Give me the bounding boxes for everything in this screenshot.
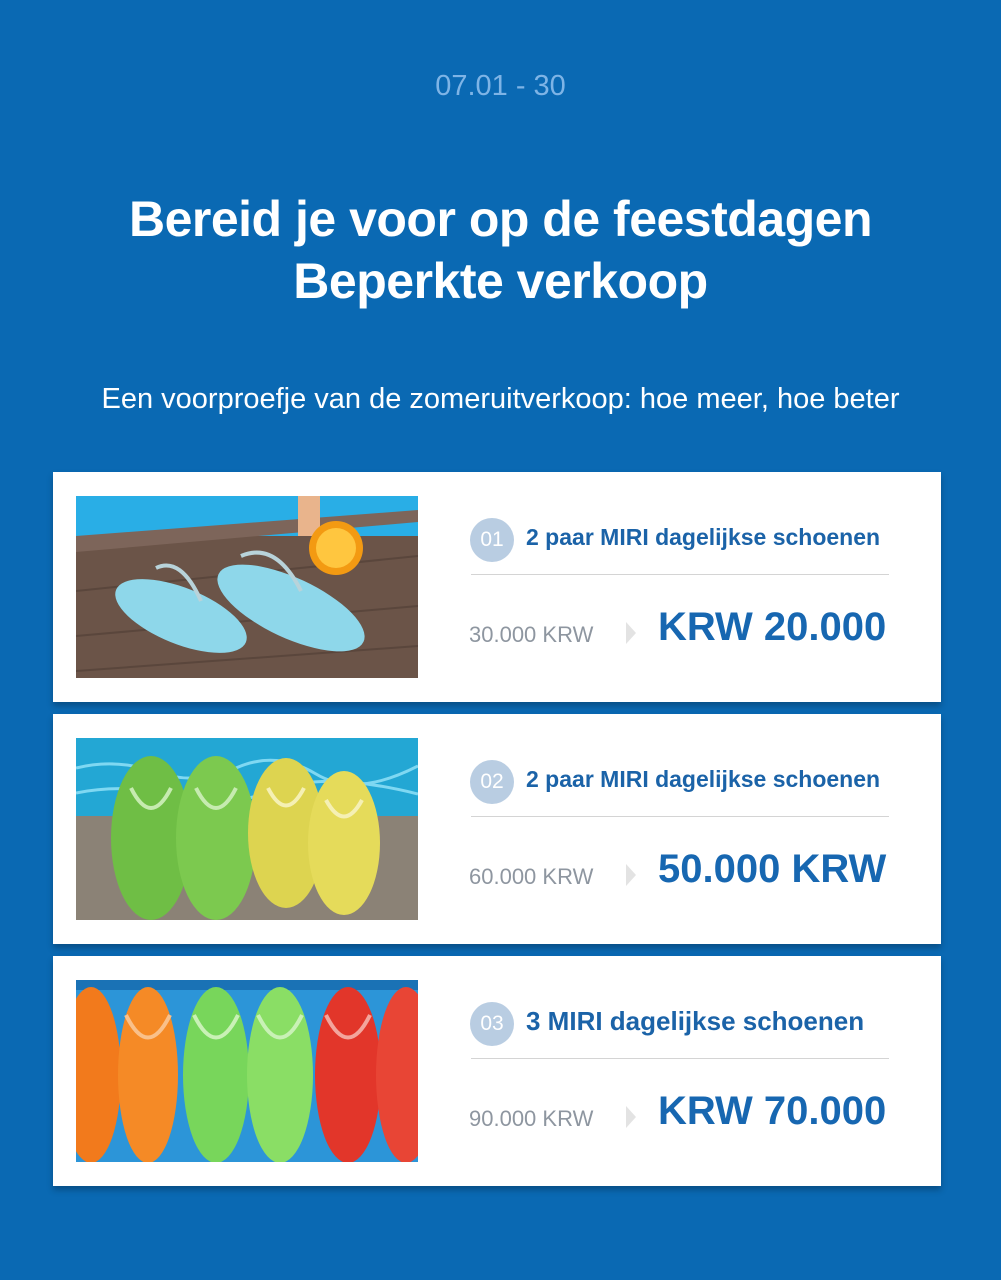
product-card-3[interactable] — [53, 956, 941, 1186]
product-name: 3 MIRI dagelijkse schoenen — [526, 1006, 865, 1036]
product-card-1[interactable] — [53, 472, 941, 702]
sale-price: KRW 70.000 — [658, 1089, 887, 1133]
chevron-right-icon — [624, 620, 638, 646]
sale-price: 50.000 KRW — [658, 847, 887, 891]
original-price: 90.000 KRW — [469, 1106, 594, 1131]
chevron-right-icon — [624, 862, 638, 888]
product-photo-green-yellow-flip-flops — [76, 738, 418, 920]
product-number-badge: 01 — [470, 518, 514, 562]
date-range: 07.01 - 30 — [435, 70, 566, 102]
product-name: 2 paar MIRI dagelijkse schoenen — [526, 766, 881, 792]
title-line-2: Beperkte verkoop — [293, 253, 708, 309]
product-card-2[interactable] — [53, 714, 941, 944]
sale-price: KRW 20.000 — [658, 605, 887, 649]
product-number-badge: 02 — [470, 760, 514, 804]
original-price: 30.000 KRW — [469, 622, 594, 647]
product-photo-orange-green-red-flip-flops — [76, 980, 418, 1162]
product-photo-light-blue-flip-flops — [76, 496, 418, 678]
page-title — [0, 188, 1001, 312]
divider — [471, 816, 889, 817]
divider — [471, 1058, 889, 1059]
chevron-right-icon — [624, 1104, 638, 1130]
page-subtitle: Een voorproefje van de zomeruitverkoop: hoe meer, hoe beter — [101, 383, 900, 415]
title-line-1: Bereid je voor op de feestdagen — [128, 191, 873, 247]
product-name: 2 paar MIRI dagelijkse schoenen — [526, 524, 881, 550]
divider — [471, 574, 889, 575]
product-number-badge: 03 — [470, 1002, 514, 1046]
original-price: 60.000 KRW — [469, 864, 594, 889]
